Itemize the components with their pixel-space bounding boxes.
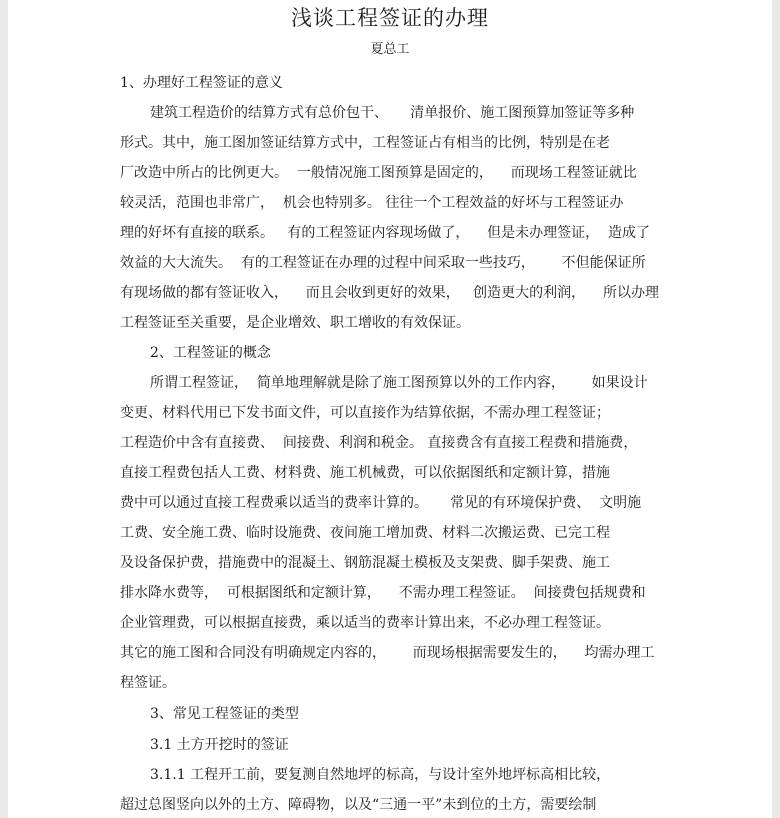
document-title: 浅谈工程签证的办理 xyxy=(291,6,489,30)
paragraph-line: 效益的大大流失。 有的工程签证在办理的过程中间采取一些技巧， 不但能保证所 xyxy=(120,255,646,271)
paragraph-line: 变更、材料代用已下发书面文件，可以直接作为结算依据，不需办理工程签证； xyxy=(120,405,610,421)
paragraph-line: 有现场做的都有签证收入， 而且会收到更好的效果， 创造更大的利润， 所以办理 xyxy=(120,285,659,301)
section-heading-2: 2、工程签证的概念 xyxy=(150,345,271,361)
paragraph-line: 形式。其中，施工图加签证结算方式中，工程签证占有相当的比例，特别是在老 xyxy=(120,135,610,151)
paragraph-line: 工程签证至关重要，是企业增效、职工增收的有效保证。 xyxy=(120,315,470,331)
paragraph-line: 3.1.1 工程开工前，要复测自然地坪的标高，与设计室外地坪标高相比较， xyxy=(150,767,611,783)
paragraph-line: 企业管理费，可以根据直接费，乘以适当的费率计算出来，不必办理工程签证。 xyxy=(120,615,610,631)
paragraph-line: 工程造价中含有直接费、 间接费、利润和税金。 直接费含有直接工程费和措施费， xyxy=(120,435,638,451)
paragraph-line: 所谓工程签证， 简单地理解就是除了施工图预算以外的工作内容， 如果设计 xyxy=(150,375,648,391)
paragraph-line: 排水降水费等， 可根据图纸和定额计算， 不需办理工程签证。 间接费包括规费和 xyxy=(120,585,646,601)
paragraph-line: 超过总图竖向以外的土方、障碍物，以及“三通一平”未到位的土方，需要绘制 xyxy=(120,797,597,813)
paragraph-line: 直接工程费包括人工费、材料费、施工机械费，可以依据图纸和定额计算，措施 xyxy=(120,465,610,481)
paragraph-line: 建筑工程造价的结算方式有总价包干、 清单报价、施工图预算加签证等多种 xyxy=(150,105,635,121)
document-page xyxy=(8,0,772,818)
paragraph-line: 费中可以通过直接工程费乘以适当的费率计算的。 常见的有环境保护费、 文明施 xyxy=(120,495,642,511)
section-heading-1: 1、办理好工程签证的意义 xyxy=(120,75,283,91)
subsection-heading: 3.1 土方开挖时的签证 xyxy=(150,737,289,753)
section-heading-3: 3、常见工程签证的类型 xyxy=(150,706,299,722)
paragraph-line: 较灵活，范围也非常广， 机会也特别多。 往往一个工程效益的好坏与工程签证办 xyxy=(120,195,624,211)
paragraph-line: 理的好坏有直接的联系。 有的工程签证内容现场做了， 但是未办理签证， 造成了 xyxy=(120,225,651,241)
paragraph-line: 及设备保护费，措施费中的混凝土、钢筋混凝土模板及支架费、脚手架费、施工 xyxy=(120,555,610,571)
paragraph-line: 其它的施工图和合同没有明确规定内容的， 而现场根据需要发生的， 均需办理工 xyxy=(120,645,655,661)
paragraph-line: 工费、安全施工费、临时设施费、夜间施工增加费、材料二次搬运费、已完工程 xyxy=(120,525,610,541)
document-author: 夏总工 xyxy=(370,42,410,57)
paragraph-line: 程签证。 xyxy=(120,675,176,691)
paragraph-line: 厂改造中所占的比例更大。 一般情况施工图预算是固定的， 而现场工程签证就比 xyxy=(120,165,637,181)
